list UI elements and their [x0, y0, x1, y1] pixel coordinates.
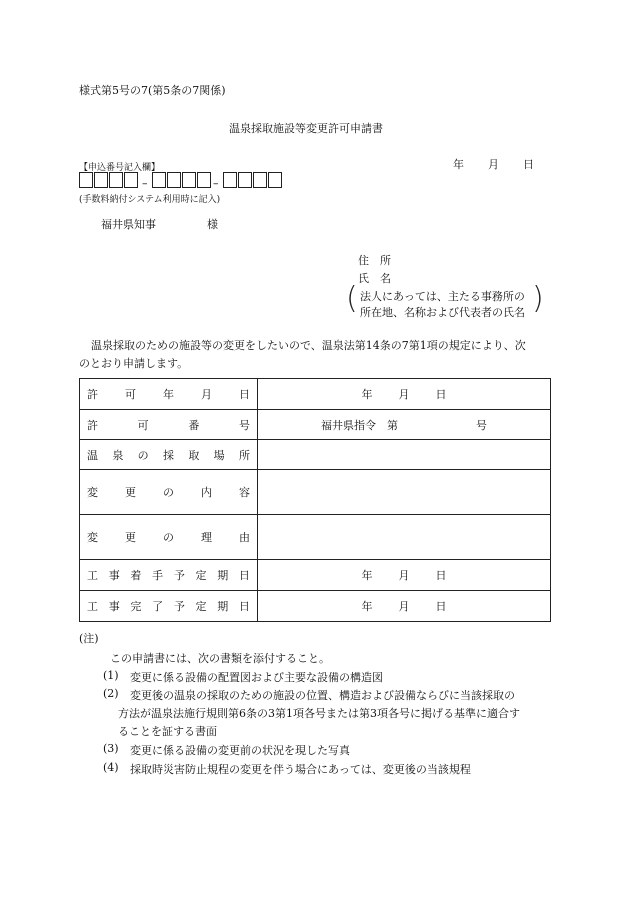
row-label: 温 泉 の 採 取 場 所 [80, 440, 258, 470]
table-row [80, 470, 551, 515]
app-number-box[interactable] [109, 172, 123, 188]
row-value[interactable] [258, 515, 551, 560]
close-paren-icon: ) [532, 281, 544, 316]
app-number-box[interactable] [152, 172, 166, 188]
application-number-note: (手数料納付システム利用時に記入) [79, 195, 221, 205]
note-line: 変更に係る設備の配置図および主要な設備の構造図 [130, 671, 383, 684]
note-number: (2) [103, 687, 119, 700]
document-title: 温泉採取施設等変更許可申請書 [229, 122, 383, 135]
app-number-box[interactable] [167, 172, 181, 188]
applicant-name-label: 氏 名 [358, 272, 391, 285]
row-label: 工 事 完 了 予 定 期 日 [80, 591, 258, 622]
app-number-box[interactable] [238, 172, 252, 188]
app-number-separator: – [213, 177, 219, 190]
table-row [80, 560, 551, 591]
app-number-box[interactable] [79, 172, 93, 188]
note-line: 変更後の温泉の採取のための施設の位置、構造および設備ならびに当該採取の [130, 689, 515, 702]
note-line: 方法が温泉法施行規則第6条の3第1項各号または第3項各号に掲げる基準に適合す [118, 707, 520, 720]
app-number-box[interactable] [197, 172, 211, 188]
table-row [80, 379, 551, 410]
note-number: (3) [103, 742, 119, 755]
corp-note-line2: 所在地、名称および代表者の氏名 [360, 306, 525, 319]
addressee-honorific: 様 [207, 218, 218, 231]
date-day: 日 [523, 158, 534, 171]
row-label: 変 更 の 内 容 [80, 470, 258, 515]
note-number: (4) [103, 761, 119, 774]
row-value[interactable]: 福井県指令 第 号 [258, 410, 551, 440]
date-year: 年 [453, 158, 464, 171]
table-row [80, 440, 551, 470]
open-paren-icon: ( [346, 281, 358, 316]
row-label: 工 事 着 手 予 定 期 日 [80, 560, 258, 591]
application-number-label: 【申込番号記入欄】 [79, 163, 161, 173]
row-label: 変 更 の 理 由 [80, 515, 258, 560]
table-row [80, 515, 551, 560]
row-label: 許 可 年 月 日 [80, 379, 258, 410]
row-label: 許 可 番 号 [80, 410, 258, 440]
table-row [80, 591, 551, 622]
note-number: (1) [103, 669, 119, 682]
row-value[interactable]: 年 月 日 [258, 560, 551, 591]
app-number-box[interactable] [94, 172, 108, 188]
body-text-line1: 温泉採取のための施設等の変更をしたいので、温泉法第14条の7第1項の規定により、次 [91, 339, 526, 352]
body-text-line2: のとおり申請します。 [79, 357, 189, 370]
row-value[interactable]: 年 月 日 [258, 591, 551, 622]
notes-intro: この申請書には、次の書類を添付すること。 [110, 652, 330, 665]
addressee-name: 福井県知事 [101, 218, 156, 231]
corp-note-line1: 法人にあっては、主たる事務所の [360, 290, 525, 303]
app-number-box[interactable] [268, 172, 282, 188]
table-row [80, 410, 551, 440]
note-line: 変更に係る設備の変更前の状況を現した写真 [130, 744, 350, 757]
row-value[interactable] [258, 470, 551, 515]
row-value[interactable] [258, 440, 551, 470]
app-number-separator: – [142, 177, 148, 190]
row-value[interactable]: 年 月 日 [258, 379, 551, 410]
app-number-box[interactable] [253, 172, 267, 188]
notes-header: (注) [79, 632, 99, 645]
date-month: 月 [488, 158, 499, 171]
app-number-box[interactable] [182, 172, 196, 188]
app-number-box[interactable] [124, 172, 138, 188]
note-line: ることを証する書面 [118, 725, 217, 738]
applicant-address-label: 住 所 [358, 254, 391, 267]
app-number-box[interactable] [223, 172, 237, 188]
form-reference: 様式第5号の7(第5条の7関係) [79, 84, 226, 97]
note-line: 採取時災害防止規程の変更を伴う場合にあっては、変更後の当該規程 [130, 763, 471, 776]
application-table [79, 378, 551, 622]
